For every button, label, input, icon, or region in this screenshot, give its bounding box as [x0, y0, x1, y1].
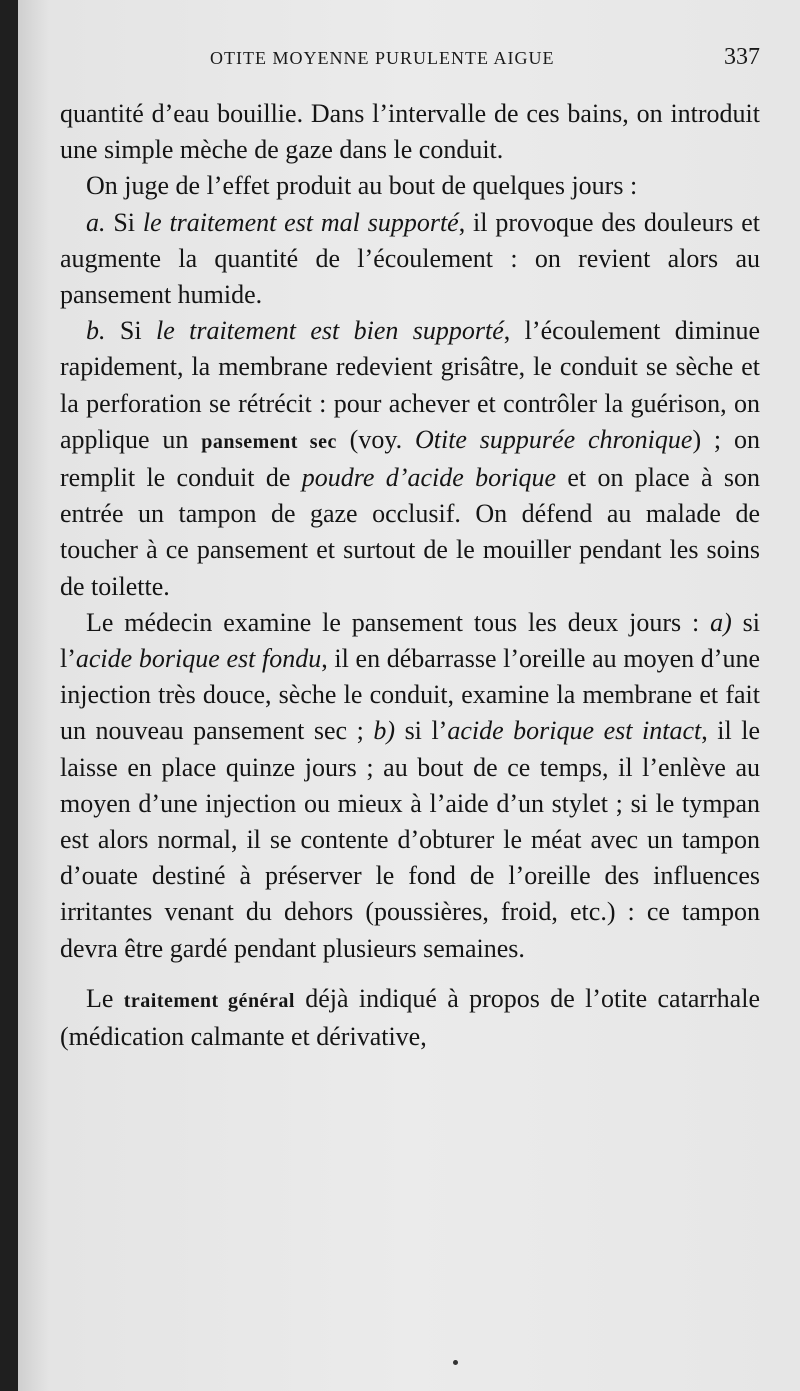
running-title: OTITE MOYENNE PURULENTE AIGUE	[210, 48, 555, 68]
running-header	[60, 44, 760, 76]
emphasis-text: le traitement est bien supporté	[155, 316, 504, 346]
emphasis-text: poudre d’acide borique	[301, 463, 556, 493]
paragraph-5: Le médecin examine le pansement tous les deux jours : a) si l’acide borique est fondu, il en débarrasse l’oreille au moyen d’une injection très douce, sèche le conduit, examine la membrane et fait un nouveau pansement sec ; b) si l’acide borique est intact, il le laisse en place quinze jours ; au bout de ce temps, il l’enlève au moyen d’une injection ou mieux à l’aide d’un stylet ; si le tympan est alors normal, il se contente d’obturer le méat avec un tampon d’ouate destiné à préserver le fond de l’oreille des influences irritantes venant du dehors (poussières, froid, etc.) : ce tampon devra être gardé pendant plusieurs semaines.	[60, 607, 761, 963]
emphasis-text: acide borique est intact	[447, 716, 702, 746]
emphasis-text: acide borique est fondu	[75, 644, 322, 674]
paragraph-4: b. Si le traitement est bien supporté, l’écoulement diminue rapidement, la membrane redevient grisâtre, le conduit se sèche et la perforation se rétrécit : pour achever et contrôler la guérison, on applique un pansement sec (voy. Otite suppurée chronique) ; on remplit le conduit de poudre d’acide borique et on place à son entrée un tampon de gaze occlusif. On défend au malade de toucher à ce pansement et surtout de le mouiller pendant les soins de toilette.	[60, 316, 760, 601]
body-text	[60, 96, 760, 1055]
emphasis-text: b)	[373, 716, 396, 746]
item-marker-b: b.	[86, 316, 106, 346]
paragraph-3: a. Si le traitement est mal supporté, il provoque des douleurs et augmente la quantité de l’écoulement : on revient alors au pansement humide.	[60, 207, 761, 310]
page-number: 337	[724, 44, 760, 70]
paragraph-1: quantité d’eau bouillie. Dans l’intervalle de ces bains, on introduit une simple mèche de gaze dans le conduit.	[60, 99, 760, 165]
book-page	[18, 0, 800, 1391]
emphasis-text: a)	[710, 607, 732, 637]
paragraph-2: On juge de l’effet produit au bout de quelques jours :	[86, 171, 638, 201]
item-marker-a: a.	[86, 207, 106, 237]
stray-dot	[453, 1360, 458, 1365]
bold-term: pansement sec	[201, 430, 337, 453]
paragraph-6: Le traitement général déjà indiqué à propos de l’otite catarrhale (médication calmante et dérivative,	[60, 983, 760, 1052]
emphasis-text: le traitement est mal supporté	[142, 207, 459, 237]
bold-term: traitement général	[123, 989, 295, 1012]
emphasis-text: Otite suppurée chronique	[414, 424, 693, 454]
